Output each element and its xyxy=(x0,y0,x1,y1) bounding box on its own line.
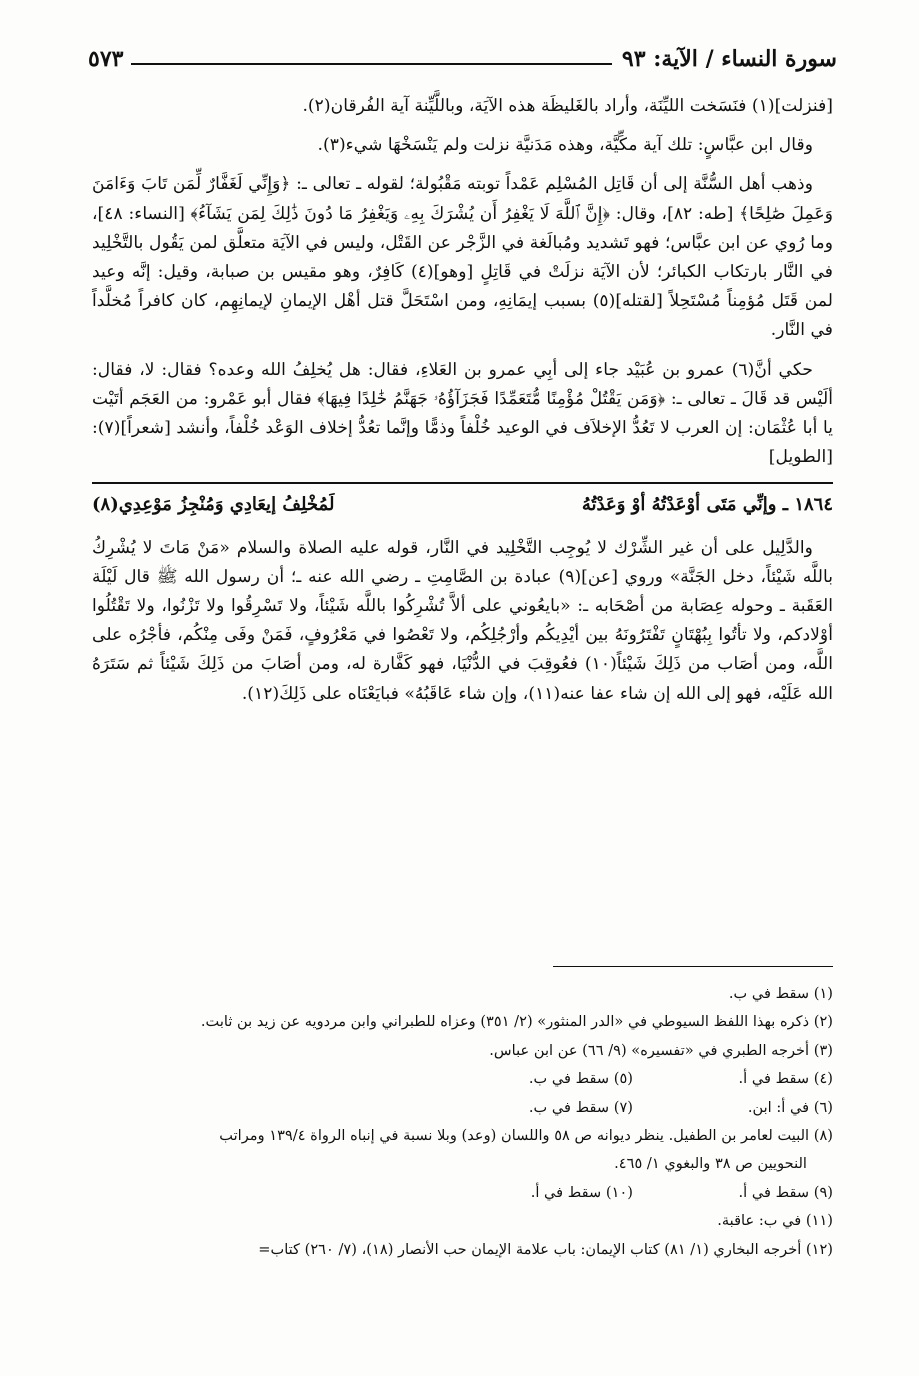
footnote: (١٢) أخرجه البخاري (١/ ٨١) كتاب الإيمان: باب علامة الإيمان حب الأنصار (١٨)، (٧/ ٢٦٠) كتاب= xyxy=(258,1240,833,1258)
footnote: (١١) في ب: عاقبة. xyxy=(717,1212,833,1230)
verse-first-hemistich: ١٨٦٤ ـ وإنِّي مَتَى أوْعَدْتُهُ أوْ وَعَدْتُهُ xyxy=(581,494,833,516)
footnote: (٤) سقط في أ. xyxy=(738,1070,833,1088)
footnote: (١) سقط في ب. xyxy=(728,985,833,1002)
footnote: (٨) البيت لعامر بن الطفيل. ينظر ديوانه ص ٥٨ واللسان (وعد) وبلا نسبة في إنباه الرواة ١٣٩/٤ ومراتب xyxy=(219,1127,833,1145)
footnote: (٩) سقط في أ. xyxy=(738,1183,833,1201)
footnote-pair xyxy=(92,1094,833,1122)
footnote-continuation: النحويين ص ٣٨ والبغوي ١/ ٤٦٥. xyxy=(614,1155,807,1173)
page-number: ٥٧٣ xyxy=(88,46,124,72)
header-rule xyxy=(131,63,611,65)
footnotes xyxy=(92,980,833,1264)
paragraph: وقال ابن عبَّاسٍ: تلك آية مكِّيَّة، وهذه مَدَنيَّة نزلت ولم يَنْسَخْهَا شيء(٣). xyxy=(317,135,813,156)
main-text xyxy=(92,92,833,719)
footnote: (٥) سقط في ب. xyxy=(528,1070,633,1088)
footnote: (٦) في أ: ابن. xyxy=(747,1098,833,1116)
page-header xyxy=(88,32,837,72)
footnote: (١٠) سقط في أ. xyxy=(530,1183,633,1201)
verse-second-hemistich: لَمُخْلِفُ إيعَادِي وَمُنْجِزُ مَوْعِدِي(٨) xyxy=(92,494,335,516)
footnote-pair xyxy=(92,1065,833,1093)
paragraph: والدَّلِيل على أن غير الشِّرْك لا يُوجِب التَّخْلِيد في النَّار، قوله عليه الصلاة والسلام «مَنْ مَاتَ لا يُشْرِكُ باللَّه شَيْئاً، دخل الجَنَّة» وروي [عن](٩) عبادة بن الصَّامِتِ ـ رضي الله عنه ـ؛ أن رسول الله ﷺ قال لَيْلَة العَقَبة ـ وحوله عِصَابة من أصْحَابه ـ: «بايعُوني على ألاَّ تُشْرِكُوا باللَّه شَيْئاً، ولا تَسْرِقُوا ولا تَزْنُوا، ولا تَقْتُلُوا أوْلادكم، ولا تأتُوا بِبُهْتَانٍ تَفْتَرُونَهُ بين أيْدِيكُم وأرْجُلِكُم، ولا تَعْصُوا في مَعْرُوفٍ، فَمَنْ وفَى مِنْكُم، فأجْرُه على اللَّه، ومن أصَاب من ذَلِكَ شَيْئاً(١٠) فعُوقِبَ في الدُّنْيَا، فهو كَفَّارة له، ومن أصَابَ من ذَلِكَ شَيْئاً ثم سَتَرَهُ الله عَلَيْه، فهو إلى الله إن شاء عفا عنه(١١)، وإن شاء عَاقَبُهُ» فبايَعْنَاه على ذَلِكَ(١٢). xyxy=(92,537,834,704)
footnote: (٢) ذكره بهذا اللفظ السيوطي في «الدر المنثور» (٢/ ٣٥١) وعزاه للطبراني وابن مردويه عن زيد بن ثابت. xyxy=(200,1013,833,1031)
footnote: (٣) أخرجه الطبري في «تفسيره» (٩/ ٦٦) عن ابن عباس. xyxy=(489,1041,833,1059)
poetry-verse xyxy=(92,482,833,519)
footnote-pair xyxy=(92,1179,833,1207)
footnote: (٧) سقط في ب. xyxy=(528,1098,633,1116)
paragraph: [فنزلت](١) فنَسَخت الليِّنَة، وأراد بالغَليظَة هذه الآيَة، وباللَّيِّنة آية الفُرقان(٢). xyxy=(302,96,833,116)
paragraph: حكي أنَّ(٦) عمرو بن عُبَيْد جاء إلى أبِي عمرو بن العَلاءِ، فقال: هل يُخلِفُ الله وعده؟ فقال: لا، فقال: ألَيْس قد قَالَ ـ تعالى ـ: ﴿وَمَن يَقْتُلْ مُؤْمِنًا مُّتَعَمِّدًا فَجَزَآؤُهُۥ جَهَنَّمُ خَٰلِدًا فِيهَا﴾ فقال أبو عَمْرو: من العَجَم أتَيْت يا أبا عُثْمَان: إن العرب لا تَعُدُّ الإخلاَف في الوعيد خُلْفاً وذمًّا وإنَّما تعُدُّ إخلاف الوَعْد خُلْفاً، وأنشد [شعراً](٧): [الطويل] xyxy=(92,359,833,468)
verse-number: ١٨٦٤ ـ xyxy=(782,494,833,516)
paragraph: وذهب أهل السُّنَّة إلى أن قَاتِل المُسْلِم عَمْداً توبته مَقْبُولة؛ لقوله ـ تعالى ـ: ﴿وَإِنِّي لَغَفَّارٌ لِّمَن تَابَ وَءَامَنَ وَعَمِلَ صَٰلِحًا﴾ [طه: ٨٢]، وقال: ﴿إِنَّ ٱللَّهَ لَا يَغْفِرُ أَن يُشْرَكَ بِهِۦ وَيَغْفِرُ مَا دُونَ ذَٰلِكَ لِمَن يَشَآءُ﴾ [النساء: ٤٨]، وما رُوي عن ابن عبَّاس؛ فهو تَشديد ومُبالَغة في الزَّجْر عن القَتْل، وليس في الآيَة متعلَّق لمن يَقُول بالتَّخْلِيد في النَّار بارتكاب الكبائر؛ لأن الآيَة نزلَتْ في قَاتِلٍ [وهو](٤) كَافِرٌ، وهو مقيس بن صبابة، وقيل: إنَّه وعيد لمن قَتَل مُؤمِناً مُسْتَحِلاً [لقتله](٥) بسبب إيمَانِهِ، ومن اسْتَحَلَّ قتل أهْل الإيمانِ لإيمانِهِم، كان كافراً مُخلَّداً في النَّار. xyxy=(92,174,833,341)
running-title: سورة النساء / الآية: ٩٣ xyxy=(621,46,837,72)
footnote-separator xyxy=(553,966,833,967)
